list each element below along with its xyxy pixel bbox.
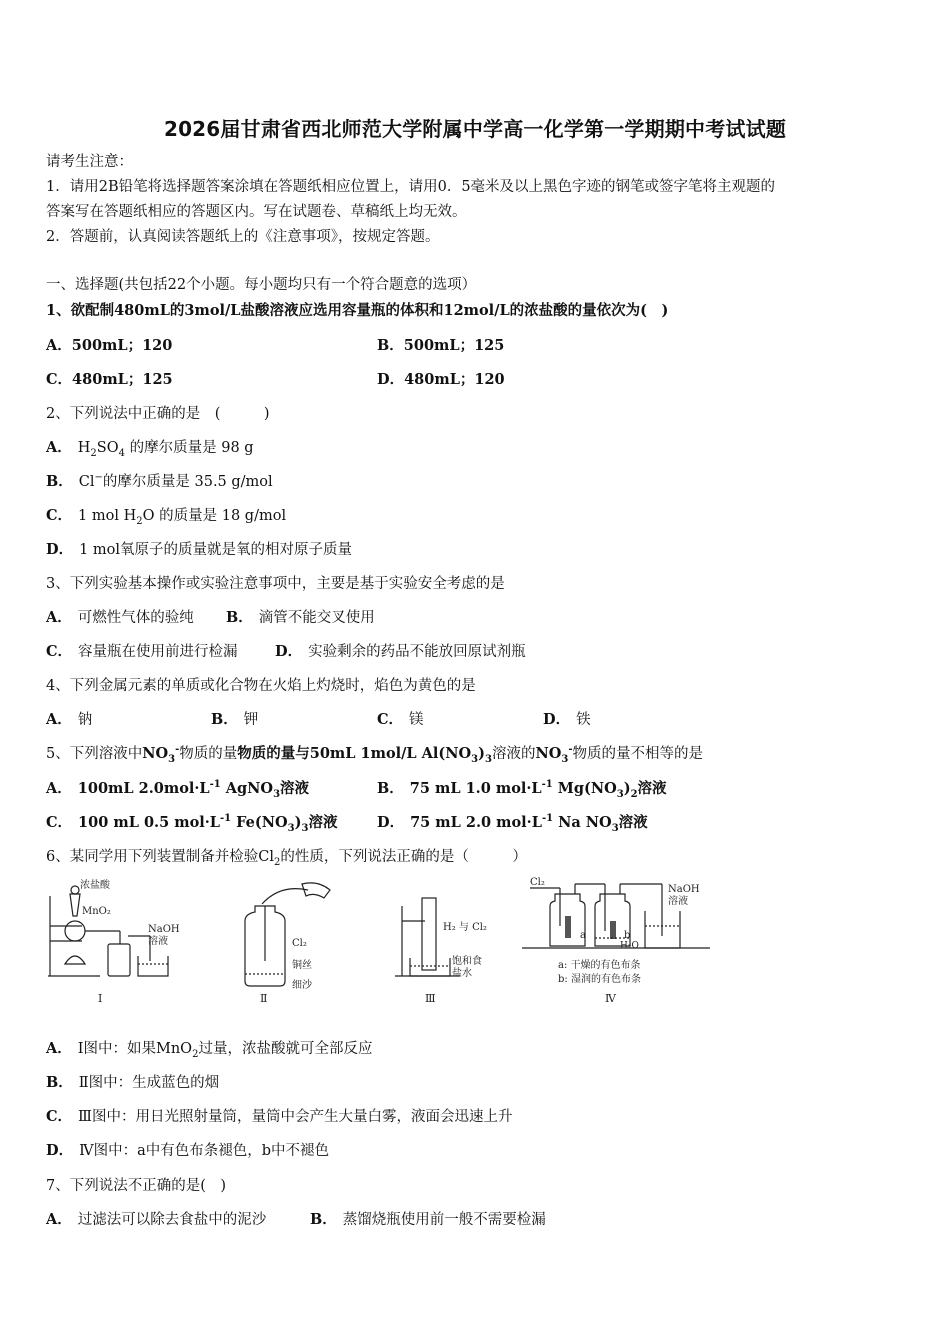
option-text: 过量，浓盐酸就可全部反应 [198, 1041, 373, 1057]
figure-4-h2o-label: H₂O [620, 941, 639, 951]
option-text: 镁 [409, 712, 424, 728]
superscript: - [568, 744, 573, 756]
q6-option-a [46, 1040, 372, 1058]
option-text: 过滤法可以除去食盐中的泥沙 [77, 1212, 267, 1228]
formula: NO [142, 745, 169, 762]
option-label: D． [377, 371, 405, 388]
stem-text: 6、某同学用下列装置制备并检验Cl [46, 849, 274, 865]
q7-stem: 7、下列说法不正确的是( ) [46, 1178, 227, 1194]
option-text: 的摩尔质量是 35.5 g/mol [102, 474, 273, 490]
q4-option-a [46, 711, 92, 729]
superscript: -1 [541, 779, 553, 791]
subscript: 3 [611, 822, 619, 834]
option-label: D． [46, 1142, 74, 1159]
figure-1-solution-label: 溶液 [148, 936, 168, 947]
figure-3-salt-label-1: 饱和食 [452, 956, 482, 967]
subscript: 3 [273, 788, 281, 800]
option-text: 75 mL 1.0 mol·L [409, 780, 542, 797]
notice-item-1a: 1．请用2B铅笔将选择题答案涂填在答题纸相应位置上，请用0．5毫米及以上黑色字迹的钢笔或签字笔将主观题的 [46, 179, 776, 195]
q5-option-c [46, 814, 337, 832]
figure-1-naoh-label: NaOH [148, 924, 180, 935]
figure-3-apparatus [395, 898, 460, 976]
option-text: AgNO [220, 780, 274, 797]
option-label: C． [46, 814, 73, 831]
option-label: A． [46, 780, 72, 797]
option-text: 100mL 2.0mol·L [77, 780, 210, 797]
option-text: 容量瓶在使用前进行检漏 [78, 644, 238, 660]
option-text: O 的质量是 18 g/mol [142, 508, 287, 524]
option-text: 钠 [77, 712, 93, 728]
option-text: Ⅳ图中：a中有色布条褪色，b中不褪色 [79, 1143, 329, 1159]
subscript: 2 [273, 856, 281, 868]
option-label: A． [46, 609, 72, 626]
option-label: B． [46, 1074, 73, 1091]
superscript: -1 [541, 813, 554, 825]
stem-text: 的性质，下列说法正确的是（ ） [280, 849, 527, 865]
option-text: 可燃性气体的验纯 [77, 610, 194, 626]
q3-option-c [46, 643, 238, 661]
q2-option-c [46, 507, 286, 525]
q6-option-b [46, 1074, 219, 1092]
section-heading: 一、选择题(共包括22个小题。每小题均只有一个符合题意的选项） [46, 277, 477, 293]
q7-option-b [310, 1211, 546, 1229]
q3-option-a [46, 609, 194, 627]
page-title: 2026届甘肃省西北师范大学附属中学高一化学第一学期期中考试试题 [163, 117, 787, 141]
subscript: 3 [168, 753, 176, 765]
option-label: A． [46, 1211, 72, 1228]
option-label: C． [46, 507, 73, 524]
subscript: 3 [485, 753, 492, 765]
subscript: 3 [287, 822, 295, 834]
option-label: B． [211, 711, 238, 728]
option-label: D． [46, 541, 74, 558]
option-text: 1 mol氧原子的质量就是氧的相对原子质量 [79, 542, 353, 558]
q2-option-a [46, 439, 254, 457]
subscript: 2 [192, 1048, 199, 1060]
q4-option-b [211, 711, 258, 729]
option-text: H [77, 440, 91, 456]
option-text: SO [96, 440, 119, 456]
stem-text: 物质的量 [572, 746, 631, 762]
q3-option-b [226, 609, 375, 627]
subscript: 4 [118, 447, 125, 459]
q2-option-d [46, 541, 352, 559]
q5-option-a [46, 780, 309, 798]
q1-option-b [377, 337, 504, 355]
q4-option-d [543, 711, 591, 729]
q6-option-d [46, 1142, 329, 1160]
figure-2-copper-label: 铜丝 [292, 960, 312, 971]
stem-text: 不相等的是 [630, 746, 703, 762]
q5-stem [46, 745, 703, 763]
option-text: Ⅱ图中：生成蓝色的烟 [78, 1075, 220, 1091]
option-text: 500mL；125 [403, 337, 505, 354]
option-text: Cl [78, 474, 95, 490]
figure-4-solution-label: 溶液 [668, 896, 688, 907]
subscript: 2 [136, 515, 143, 527]
option-text: 蒸馏烧瓶使用前一般不需要检漏 [342, 1212, 546, 1228]
option-text: Fe(NO [231, 814, 288, 831]
q4-stem: 4、下列金属元素的单质或化合物在火焰上灼烧时，焰色为黄色的是 [46, 678, 476, 694]
q1-option-d [377, 371, 505, 389]
figure-4-b-label: b [624, 930, 631, 941]
option-text: 500mL；120 [71, 337, 173, 354]
q6-stem [46, 848, 527, 866]
figure-2-apparatus [245, 883, 330, 986]
option-label: A． [46, 711, 72, 728]
option-label: C． [46, 1108, 73, 1125]
figure-4-note-a: a: 干燥的有色布条 [558, 960, 641, 971]
q7-option-a [46, 1211, 266, 1229]
option-text: 溶液 [280, 780, 310, 797]
notice-heading: 请考生注意： [46, 154, 133, 170]
option-text: Ⅰ图中：如果MnO [77, 1041, 193, 1057]
option-text: 的摩尔质量是 98 g [125, 440, 254, 456]
q2-stem: 2、下列说法中正确的是 ( ) [46, 406, 270, 422]
option-text: 75 mL 2.0 mol·L [410, 814, 542, 831]
figure-2-label: Ⅱ [260, 992, 268, 1005]
option-text: 溶液 [618, 814, 648, 831]
option-text: Ⅲ图中：用日光照射量筒，量筒中会产生大量白雾，液面会迅速上升 [78, 1109, 513, 1125]
superscript: -1 [209, 779, 221, 791]
option-text: ) [294, 814, 302, 831]
q6-option-c [46, 1108, 513, 1126]
option-label: C． [46, 643, 73, 660]
q3-option-d [275, 643, 526, 661]
q1-option-a [46, 337, 172, 355]
subscript: 2 [630, 788, 638, 800]
formula: ) [478, 745, 486, 762]
option-label: B． [377, 337, 404, 354]
option-text: 480mL；120 [404, 371, 505, 388]
option-label: A． [46, 337, 72, 354]
option-label: B． [377, 780, 404, 797]
subscript: 3 [561, 753, 569, 765]
formula: 物质的量与50mL 1mol/L Al(NO [237, 745, 472, 762]
option-label: A． [46, 439, 72, 456]
subscript: 3 [471, 753, 479, 765]
subscript: 3 [301, 822, 309, 834]
option-label: B． [46, 473, 73, 490]
option-label: C． [377, 711, 404, 728]
apparatus-figure [40, 876, 720, 1011]
formula: NO [535, 745, 562, 762]
superscript: - [175, 744, 180, 756]
q5-option-b [377, 780, 667, 798]
option-label: C． [46, 371, 73, 388]
figure-4-label: Ⅳ [605, 992, 616, 1005]
subscript: 2 [90, 447, 97, 459]
q2-option-b [46, 473, 273, 491]
figure-3-label: Ⅲ [425, 992, 436, 1005]
superscript: − [94, 472, 103, 484]
figure-1-label: Ⅰ [98, 992, 103, 1005]
option-label: D． [275, 643, 303, 660]
figure-3-salt-label-2: 盐水 [452, 968, 472, 979]
option-text: 100 mL 0.5 mol·L [78, 814, 220, 831]
figure-4-cl2-label: Cl₂ [530, 877, 545, 888]
option-text: 实验剩余的药品不能放回原试剂瓶 [308, 644, 526, 660]
superscript: -1 [220, 813, 232, 825]
figure-2-cl2-label: Cl₂ [292, 938, 307, 949]
figure-4-a-label: a [580, 930, 586, 941]
option-label: D． [543, 711, 571, 728]
figure-1-acid-label: 浓盐酸 [80, 880, 110, 891]
notice-item-2: 2．答题前，认真阅读答题纸上的《注意事项》，按规定答题。 [46, 229, 440, 245]
figure-4-note-b: b: 湿润的有色布条 [558, 974, 641, 985]
option-label: D． [377, 814, 405, 831]
option-text: 1 mol H [78, 508, 137, 524]
option-text: 480mL；125 [72, 371, 173, 388]
option-text: 溶液 [308, 814, 338, 831]
q1-stem: 1、欲配制480mL的3mol/L盐酸溶液应选用容量瓶的体积和12mol/L的浓盐酸的量依次为( ) [46, 302, 669, 319]
option-label: B． [310, 1211, 337, 1228]
q4-option-c [377, 711, 424, 729]
option-text: 钾 [243, 712, 259, 728]
stem-text: 5、下列溶液中 [46, 746, 143, 762]
option-text: ) [623, 780, 631, 797]
option-label: B． [226, 609, 253, 626]
figure-4-naoh-label: NaOH [668, 884, 700, 895]
option-text: Mg(NO [552, 780, 617, 797]
option-text: 滴管不能交叉使用 [258, 610, 375, 626]
option-label: A． [46, 1040, 72, 1057]
stem-text: 物质的量 [179, 746, 238, 762]
q1-option-c [46, 371, 173, 389]
subscript: 3 [616, 788, 624, 800]
figure-2-sand-label: 细沙 [292, 980, 312, 991]
figure-3-gas-label: H₂ 与 Cl₂ [443, 922, 487, 933]
option-text: Na NO [553, 814, 612, 831]
q5-option-d [377, 814, 648, 832]
figure-1-mno2-label: MnO₂ [82, 906, 111, 917]
q3-stem: 3、下列实验基本操作或实验注意事项中，主要是基于实验安全考虑的是 [46, 576, 505, 592]
notice-item-1b: 答案写在答题纸相应的答题区内。写在试题卷、草稿纸上均无效。 [46, 204, 467, 220]
option-text: 铁 [576, 712, 591, 728]
stem-text: 溶液的 [491, 746, 536, 762]
option-text: 溶液 [637, 780, 667, 797]
